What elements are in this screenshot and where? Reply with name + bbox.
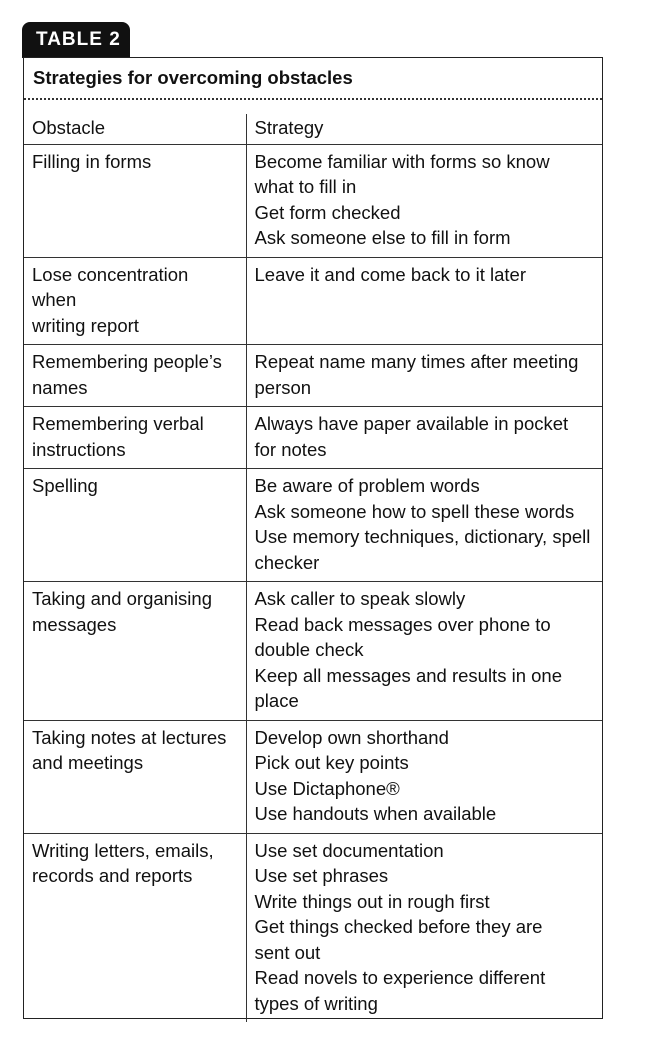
strategy-line: checker [254,551,320,573]
obstacle-cell [24,582,246,721]
table-number-label: TABLE 2 [36,29,121,50]
table-title [24,58,602,100]
strategy-cell [246,833,602,1022]
strategy-line: types of writing [254,992,378,1014]
strategy-line: Leave it and come back to it later [254,263,526,285]
strategy-line: for notes [254,438,327,460]
obstacle-line: Writing letters, emails, [32,839,214,861]
strategy-line: place [254,690,299,711]
strategy-line: double check [254,639,364,660]
strategy-line: Read back messages over phone to [254,613,551,635]
strategy-line: Write things out in rough first [254,890,490,912]
strategy-line: what to fill in [254,176,357,197]
obstacle-cell [24,257,246,345]
obstacle-line: Taking and organising [32,588,212,609]
strategy-line: sent out [254,941,321,963]
table-row [24,833,602,1022]
strategy-line: Use memory techniques, dictionary, spell [254,526,591,547]
header-row [24,114,602,144]
table-row [24,407,602,469]
obstacle-cell [24,833,246,1022]
strategy-line: Ask caller to speak slowly [254,588,466,609]
strategy-cell [246,345,602,407]
strategy-line: Ask someone else to fill in form [254,227,511,248]
obstacle-line: Filling in forms [32,150,152,172]
strategy-line: Get things checked before they are [254,916,543,937]
obstacle-cell [24,144,246,257]
strategy-cell [246,469,602,582]
strategy-line: Repeat name many times after meeting [254,351,579,372]
strategy-line: Develop own shorthand [254,726,449,748]
obstacle-line: messages [32,613,117,635]
obstacle-line: names [32,376,88,398]
strategy-line: Pick out key points [254,752,409,773]
strategy-line: Be aware of problem words [254,475,480,496]
strategy-cell [246,144,602,257]
strategy-line: Use handouts when available [254,803,497,824]
strategy-line: Read novels to experience different [254,967,546,988]
strategy-line: Become familiar with forms so know [254,150,550,172]
strategy-header: Strategy [246,114,602,144]
table-row [24,469,602,582]
obstacle-cell [24,469,246,582]
strategy-line: Always have paper available in pocket [254,413,569,434]
obstacle-cell [24,345,246,407]
obstacle-line: Taking notes at lectures [32,726,227,748]
strategy-cell [246,720,602,833]
table-frame [23,57,603,1019]
obstacle-cell [24,407,246,469]
table-row [24,345,602,407]
obstacle-line: records and reports [32,865,193,886]
strategy-line: person [254,376,312,398]
obstacle-line: Lose concentration when [32,263,189,310]
strategy-line: Get form checked [254,201,401,223]
obstacle-line: Remembering verbal [32,413,204,434]
obstacle-cell [24,720,246,833]
obstacle-line: and meetings [32,752,144,773]
obstacle-line: writing report [32,314,139,336]
strategy-line: Use set documentation [254,839,444,861]
table-row [24,257,602,345]
strategies-table [24,114,602,1022]
table-row [24,720,602,833]
strategy-cell [246,582,602,721]
strategy-line: Use set phrases [254,865,389,886]
table-row [24,582,602,721]
table-title-text: Strategies for overcoming obstacles [33,67,353,88]
obstacle-line: Remembering people’s [32,351,222,372]
strategy-line: Use Dictaphone® [254,777,400,799]
obstacle-line: instructions [32,438,126,460]
strategy-line: Ask someone how to spell these words [254,500,575,522]
table-row [24,144,602,257]
obstacle-line: Spelling [32,475,98,496]
obstacle-header: Obstacle [24,114,246,144]
strategy-line: Keep all messages and results in one [254,664,562,686]
strategy-cell [246,257,602,345]
strategy-cell [246,407,602,469]
table-number-tab [22,22,130,58]
